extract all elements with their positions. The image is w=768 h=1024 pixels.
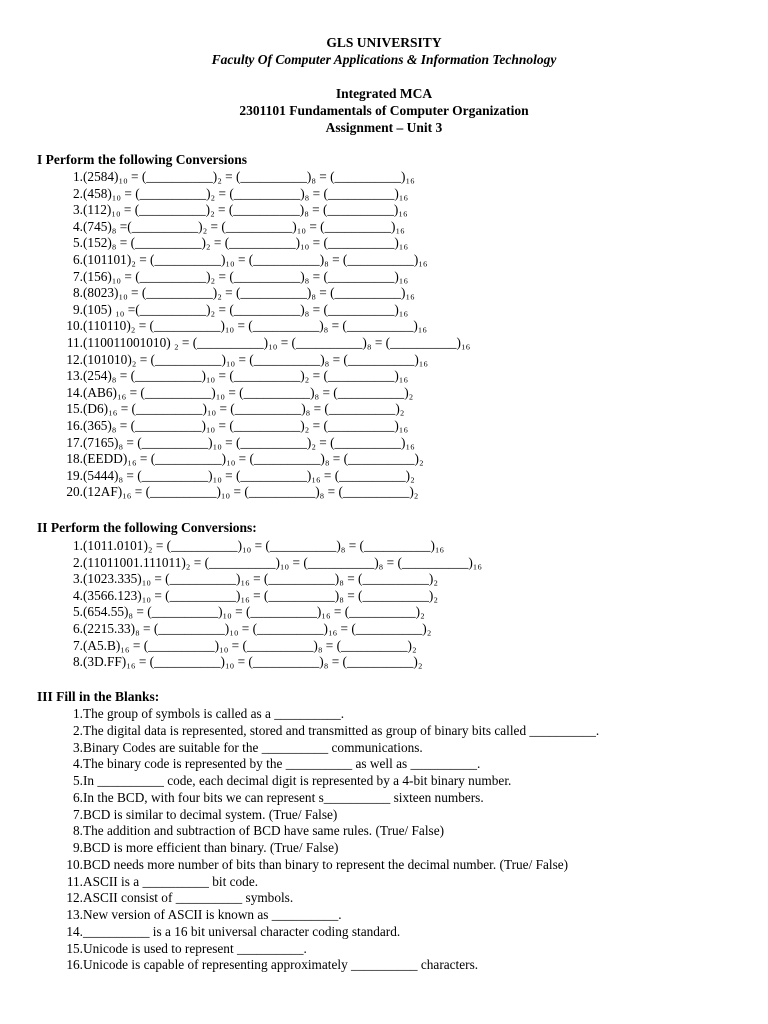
item-text: Unicode is used to represent __________.	[83, 940, 307, 956]
item-text: (745)₈ =(__________)₂ = (__________)₁₀ = (__________)₁₆	[83, 218, 405, 234]
item-number: 19.	[66, 467, 83, 483]
list-item	[37, 604, 425, 621]
document-header	[0, 34, 768, 136]
item-text: The addition and subtraction of BCD have same rules. (True/ False)	[83, 823, 445, 839]
item-number: 3.	[73, 571, 83, 587]
list-item	[37, 451, 424, 468]
list-item	[37, 890, 294, 907]
item-text: BCD is more efficient than binary. (True/ False)	[83, 840, 339, 855]
list-item	[37, 554, 483, 572]
list-item	[37, 620, 432, 638]
list-item	[37, 823, 445, 840]
item-number: 16.	[66, 417, 83, 433]
item-text: Unicode is capable of representing approximately __________ characters.	[83, 957, 479, 973]
list-item	[37, 856, 569, 874]
item-text: BCD is similar to decimal system. (True/ False)	[83, 806, 338, 822]
item-number: 14.	[66, 923, 83, 939]
item-number: 20.	[66, 484, 83, 500]
item-number: 12.	[66, 351, 83, 367]
item-number: 7.	[73, 637, 83, 653]
list-item	[37, 251, 428, 269]
item-text: (101010)₂ = (__________)₁₀ = (__________)₈ = (__________)₁₆	[83, 351, 429, 367]
item-text: (105) ₁₀ =(__________)₂ = (__________)₈ = (__________)₁₆	[83, 301, 409, 317]
item-text: (156)₁₀ = (__________)₂ = (__________)₈ = (__________)₁₆	[83, 268, 409, 284]
list-item	[37, 722, 600, 740]
item-text: (110011001010) ₂ = (__________)₁₀ = (__________)₈ = (__________)₁₆	[83, 334, 471, 350]
course-name: 2301101 Fundamentals of Computer Organization	[239, 103, 529, 118]
list-item	[37, 907, 342, 924]
list-item	[37, 957, 479, 974]
item-number: 5.	[73, 604, 83, 620]
item-number: 2.	[73, 722, 83, 738]
item-text: In __________ code, each decimal digit is represented by a 4-bit binary number.	[83, 773, 512, 788]
list-item	[37, 587, 438, 605]
item-number: 3.	[73, 739, 83, 755]
list-item	[37, 185, 409, 203]
list-item	[37, 873, 259, 891]
item-number: 14.	[66, 384, 83, 400]
item-text: (11011001.111011)₂ = (__________)₁₀ = (__________)₈ = (__________)₁₆	[83, 554, 483, 570]
item-number: 7.	[73, 806, 83, 822]
list-item	[37, 773, 512, 790]
list-item	[37, 467, 415, 485]
list-item	[37, 417, 409, 435]
item-number: 3.	[73, 202, 83, 218]
item-text: __________ is a 16 bit universal character coding standard.	[83, 923, 401, 939]
list-item	[37, 923, 401, 941]
list-item	[37, 789, 484, 807]
list-item	[37, 806, 338, 824]
list-item	[37, 654, 423, 671]
item-number: 4.	[73, 587, 83, 603]
program-name: Integrated MCA	[335, 86, 433, 101]
section-2-list	[37, 538, 483, 671]
item-number: 9.	[73, 840, 83, 855]
list-item	[37, 202, 408, 219]
list-item	[37, 538, 445, 555]
item-text: (101101)₂ = (__________)₁₀ = (__________)₈ = (__________)₁₆	[83, 251, 428, 267]
item-text: (D6)₁₆ = (__________)₁₀ = (__________)₈ = (__________)₂	[83, 401, 405, 417]
list-item	[37, 571, 438, 588]
item-number: 9.	[73, 301, 83, 317]
item-number: 1.	[73, 706, 83, 721]
item-number: 15.	[66, 940, 83, 956]
list-item	[37, 739, 423, 757]
assignment-title: Assignment – Unit 3	[325, 120, 443, 135]
item-text: ASCII consist of __________ symbols.	[83, 890, 294, 906]
item-number: 1.	[73, 169, 83, 184]
list-item	[37, 334, 471, 352]
list-item	[37, 218, 405, 236]
item-number: 2.	[73, 185, 83, 201]
item-number: 18.	[66, 451, 83, 467]
list-item	[37, 318, 428, 335]
item-number: 5.	[73, 773, 83, 788]
item-number: 13.	[66, 368, 83, 384]
item-number: 17.	[66, 434, 83, 450]
item-number: 10.	[66, 856, 83, 872]
item-text: (2584)₁₀ = (__________)₂ = (__________)₈ = (__________)₁₆	[83, 169, 415, 184]
item-number: 8.	[73, 654, 83, 670]
list-item	[37, 301, 409, 319]
item-text: (3566.123)₁₀ = (__________)₁₆ = (__________)₈ = (__________)₂	[83, 587, 438, 603]
item-text: The digital data is represented, stored and transmitted as group of binary bits called __________.	[83, 722, 600, 738]
item-number: 15.	[66, 401, 83, 417]
item-number: 8.	[73, 285, 83, 301]
item-text: New version of ASCII is known as __________.	[83, 907, 342, 922]
item-text: (152)₈ = (__________)₂ = (__________)₁₀ = (__________)₁₆	[83, 235, 409, 251]
item-number: 6.	[73, 789, 83, 805]
section-3-title: III Fill in the Blanks:	[37, 689, 160, 704]
list-item	[37, 484, 419, 501]
item-number: 2.	[73, 554, 83, 570]
item-number: 7.	[73, 268, 83, 284]
item-text: ASCII is a __________ bit code.	[83, 873, 259, 889]
item-text: Binary Codes are suitable for the __________ communications.	[83, 739, 423, 755]
item-number: 6.	[73, 251, 83, 267]
item-text: (A5.B)₁₆ = (__________)₁₀ = (__________)₈ = (__________)₂	[83, 637, 417, 653]
list-item	[37, 368, 409, 385]
item-text: (1011.0101)₂ = (__________)₁₀ = (__________)₈ = (__________)₁₆	[83, 538, 445, 553]
item-text: (8023)₁₀ = (__________)₂ = (__________)₈ = (__________)₁₆	[83, 285, 415, 301]
item-text: (7165)₈ = (__________)₁₀ = (__________)₂ = (__________)₁₆	[83, 434, 415, 450]
item-number: 6.	[73, 620, 83, 636]
university-name: GLS UNIVERSITY	[326, 35, 442, 50]
item-text: (110110)₂ = (__________)₁₀ = (__________)₈ = (__________)₁₆	[83, 318, 428, 334]
item-number: 16.	[66, 957, 83, 973]
list-item	[37, 401, 405, 418]
faculty-name: Faculty Of Computer Applications & Information Technology	[211, 52, 557, 67]
section-1-list	[37, 169, 471, 501]
list-item	[37, 351, 429, 369]
item-text: (1023.335)₁₀ = (__________)₁₆ = (__________)₈ = (__________)₂	[83, 571, 438, 587]
item-text: (EEDD)₁₆ = (__________)₁₀ = (__________)₈ = (__________)₂	[83, 451, 424, 467]
item-number: 11.	[66, 334, 83, 350]
item-text: (2215.33)₈ = (__________)₁₀ = (__________)₁₆ = (__________)₂	[83, 620, 432, 636]
list-item	[37, 285, 415, 302]
item-number: 12.	[66, 890, 83, 906]
item-text: (654.55)₈ = (__________)₁₀ = (__________)₁₆ = (__________)₂	[83, 604, 425, 620]
list-item	[37, 706, 345, 723]
list-item	[37, 434, 415, 452]
item-text: (5444)₈ = (__________)₁₀ = (__________)₁₆ = (__________)₂	[83, 467, 415, 483]
list-item	[37, 268, 409, 286]
item-text: (3D.FF)₁₆ = (__________)₁₀ = (__________)₈ = (__________)₂	[83, 654, 423, 670]
item-text: (254)₈ = (__________)₁₀ = (__________)₂ = (__________)₁₆	[83, 368, 409, 384]
section-1-title: I Perform the following Conversions	[37, 152, 247, 167]
section-2-title: II Perform the following Conversions:	[37, 520, 257, 535]
list-item	[37, 384, 414, 402]
section-3-list	[37, 706, 600, 974]
item-text: In the BCD, with four bits we can represent s__________ sixteen numbers.	[83, 789, 484, 805]
list-item	[37, 637, 417, 655]
item-text: The group of symbols is called as a __________.	[83, 706, 345, 721]
list-item	[37, 940, 307, 958]
item-text: (112)₁₀ = (__________)₂ = (__________)₈ = (__________)₁₆	[83, 202, 408, 218]
item-number: 10.	[66, 318, 83, 334]
list-item	[37, 235, 409, 252]
item-text: (12AF)₁₆ = (__________)₁₀ = (__________)₈ = (__________)₂	[83, 484, 419, 500]
item-number: 1.	[73, 538, 83, 553]
list-item	[37, 840, 339, 857]
item-number: 11.	[66, 873, 83, 889]
item-number: 4.	[73, 756, 83, 772]
item-number: 13.	[66, 907, 83, 922]
item-text: The binary code is represented by the __________ as well as __________.	[83, 756, 481, 772]
list-item	[37, 756, 481, 773]
list-item	[37, 169, 415, 186]
item-text: (AB6)₁₆ = (__________)₁₀ = (__________)₈ = (__________)₂	[83, 384, 414, 400]
item-text: (458)₁₀ = (__________)₂ = (__________)₈ = (__________)₁₆	[83, 185, 409, 201]
item-number: 8.	[73, 823, 83, 839]
item-number: 5.	[73, 235, 83, 251]
item-text: BCD needs more number of bits than binary to represent the decimal number. (True/ False)	[83, 856, 569, 872]
item-text: (365)₈ = (__________)₁₀ = (__________)₂ = (__________)₁₆	[83, 417, 409, 433]
item-number: 4.	[73, 218, 83, 234]
